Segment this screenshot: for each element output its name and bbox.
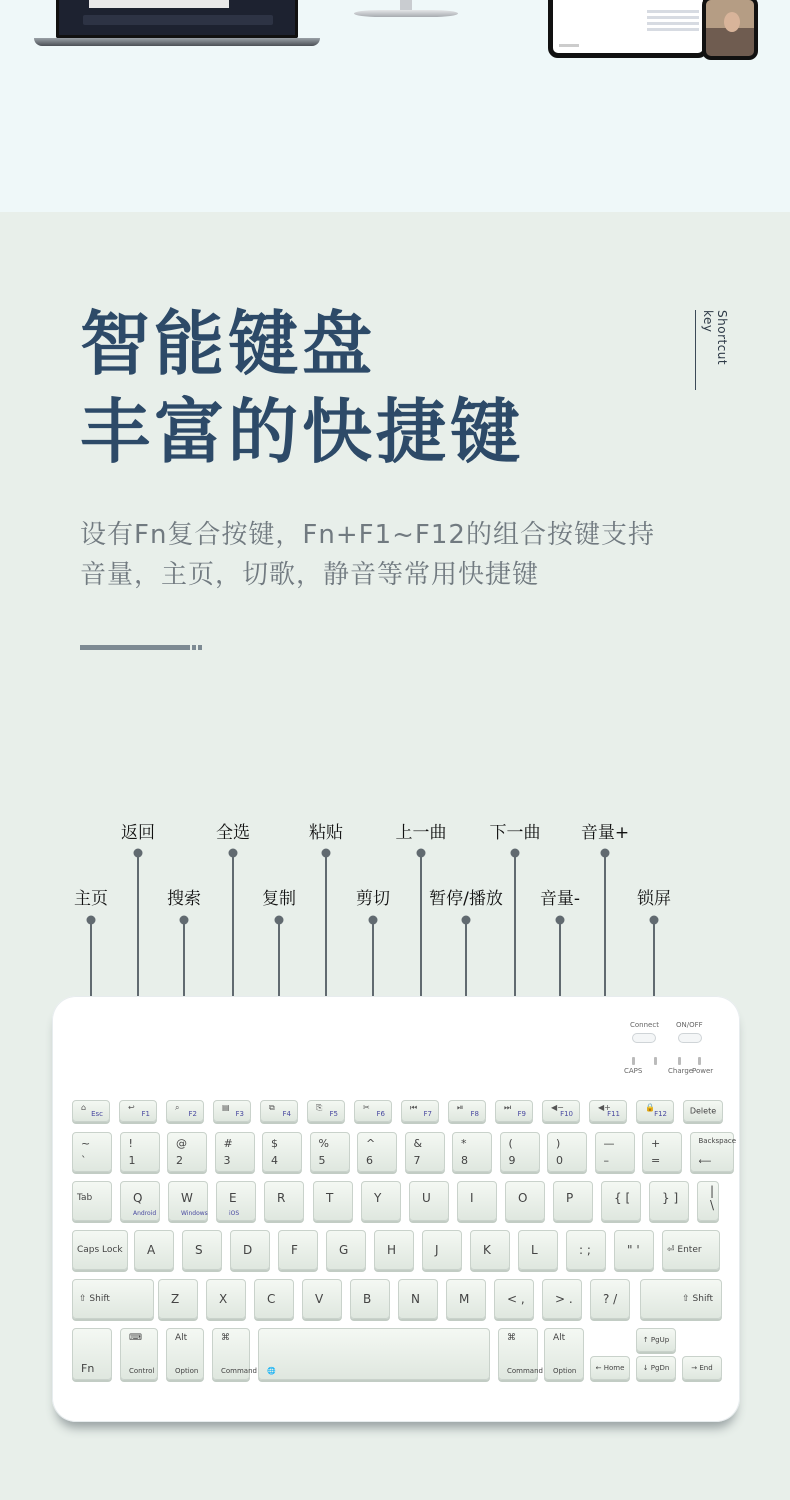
number-key[interactable]: [262, 1132, 302, 1172]
key-top-label: @: [176, 1137, 187, 1150]
letter-key[interactable]: [422, 1230, 462, 1270]
key-label: R: [277, 1191, 286, 1205]
callout-label: 粘贴: [309, 823, 343, 843]
function-key[interactable]: [495, 1100, 533, 1122]
key-bottom-label: 1: [128, 1154, 136, 1167]
function-key[interactable]: [636, 1100, 674, 1122]
letter-key[interactable]: [662, 1230, 720, 1270]
function-key-label: F6: [376, 1110, 385, 1118]
arrow-down-key[interactable]: [636, 1356, 676, 1380]
power-led: [698, 1057, 701, 1065]
letter-key[interactable]: [470, 1230, 510, 1270]
key-bottom-label: =: [651, 1154, 661, 1167]
modifier-key[interactable]: [166, 1328, 204, 1380]
led: [654, 1057, 657, 1065]
key-label: I: [470, 1191, 474, 1205]
function-key-label: F12: [654, 1110, 667, 1118]
modifier-key[interactable]: [544, 1328, 584, 1380]
callout-label: 音量-: [539, 889, 581, 909]
key-label: X: [219, 1292, 228, 1306]
key-bottom-label: 8: [461, 1154, 468, 1167]
function-key-label: F8: [470, 1110, 479, 1118]
decorative-dot: [192, 645, 196, 650]
function-key[interactable]: [119, 1100, 157, 1122]
caps-label: CAPS: [624, 1067, 643, 1075]
arrow-right-key[interactable]: [682, 1356, 722, 1380]
letter-key[interactable]: [542, 1279, 582, 1319]
letter-key[interactable]: [553, 1181, 593, 1221]
letter-key[interactable]: [216, 1181, 256, 1221]
number-key[interactable]: [215, 1132, 255, 1172]
callout-label: 暂停/播放: [429, 889, 503, 909]
key-sublabel: Android: [133, 1210, 157, 1217]
key-label: T: [326, 1191, 334, 1205]
key-label: ⇧ Shift: [79, 1294, 110, 1304]
key-top-label: ⌘: [221, 1333, 230, 1343]
number-key[interactable]: [120, 1132, 160, 1172]
key-top-label: &: [413, 1137, 423, 1150]
function-key-icon: ✂: [363, 1103, 370, 1112]
key-label: K: [483, 1243, 491, 1257]
key-bottom-label: Option: [553, 1367, 577, 1375]
key-bottom-label: 6: [366, 1154, 373, 1167]
letter-key[interactable]: [230, 1230, 270, 1270]
key-label: Tab: [77, 1193, 93, 1203]
function-key-icon: ◀+: [598, 1103, 611, 1112]
key-label: Q: [133, 1191, 143, 1205]
function-key[interactable]: [307, 1100, 345, 1122]
key-label: Y: [374, 1191, 382, 1205]
key-top-label: Alt: [175, 1333, 188, 1343]
tablet-image: [548, 0, 708, 58]
function-key[interactable]: [542, 1100, 580, 1122]
function-key-icon: ⌕: [175, 1103, 180, 1112]
key-label: H: [387, 1243, 397, 1257]
key-top-label: Backspace: [698, 1137, 737, 1145]
key-label: W: [181, 1191, 193, 1205]
function-key-icon: ⏭: [504, 1103, 512, 1112]
callout-label: 剪切: [356, 889, 390, 909]
function-key-label: F10: [560, 1110, 573, 1118]
number-key[interactable]: [167, 1132, 207, 1172]
key-label: < ,: [507, 1292, 525, 1306]
key-label: E: [229, 1191, 237, 1205]
key-bottom-label: `: [81, 1154, 87, 1167]
number-key[interactable]: [310, 1132, 350, 1172]
function-key[interactable]: [260, 1100, 298, 1122]
key-bottom-label: –: [603, 1154, 609, 1167]
letter-key[interactable]: [640, 1279, 722, 1319]
key-top-label: —: [603, 1137, 615, 1150]
letter-key[interactable]: [518, 1230, 558, 1270]
decorative-dot: [198, 645, 202, 650]
letter-key[interactable]: [254, 1279, 294, 1319]
function-key-icon: ⏮: [410, 1103, 418, 1112]
key-label: L: [531, 1243, 538, 1257]
function-key-label: F1: [141, 1110, 150, 1118]
key-label: ? /: [603, 1292, 618, 1306]
key-bottom-label: 0: [556, 1154, 563, 1167]
function-key-label: F7: [423, 1110, 432, 1118]
function-key-icon: ⌂: [81, 1103, 87, 1112]
function-key[interactable]: [213, 1100, 251, 1122]
key-label: U: [422, 1191, 431, 1205]
key-top-label: +: [651, 1137, 661, 1150]
arrow-up-label: ↑ PgUp: [642, 1336, 670, 1344]
letter-key[interactable]: [158, 1279, 198, 1319]
key-top-label: !: [128, 1137, 133, 1150]
number-key[interactable]: [357, 1132, 397, 1172]
connect-button[interactable]: [632, 1033, 656, 1043]
key-label: : ;: [579, 1243, 591, 1257]
key-bottom-label: 9: [508, 1154, 516, 1167]
key-bottom-label: 4: [271, 1154, 278, 1167]
space-bar[interactable]: [258, 1328, 490, 1380]
key-top-label: (: [508, 1137, 513, 1150]
key-label: ⏎ Enter: [667, 1245, 702, 1255]
key-top-label: $: [271, 1137, 278, 1150]
letter-key[interactable]: [168, 1181, 208, 1221]
arrow-up-key[interactable]: [636, 1328, 676, 1352]
modifier-key[interactable]: [120, 1328, 158, 1380]
key-bottom-label: 3: [223, 1154, 231, 1167]
modifier-key[interactable]: [72, 1328, 112, 1380]
headline: [80, 300, 524, 476]
letter-key[interactable]: [697, 1181, 719, 1221]
laptop-image: [34, 0, 320, 46]
side-label: Shortcut key: [695, 310, 729, 390]
key-label: " ': [627, 1243, 640, 1257]
letter-key[interactable]: [457, 1181, 497, 1221]
function-key-icon: ↩: [128, 1103, 135, 1112]
letter-key[interactable]: [302, 1279, 342, 1319]
key-bottom-label: Option: [175, 1367, 199, 1375]
key-label: P: [566, 1191, 574, 1205]
charge-led: [678, 1057, 681, 1065]
description: [80, 515, 720, 595]
function-key-icon: ⧉: [269, 1103, 275, 1112]
key-top-label: ~: [81, 1137, 91, 1150]
key-bottom-label: Control: [129, 1367, 155, 1375]
callout-label: 返回: [121, 823, 155, 843]
letter-key[interactable]: [313, 1181, 353, 1221]
arrow-right-label: → End: [691, 1364, 713, 1372]
number-key[interactable]: [690, 1132, 737, 1172]
key-label: N: [411, 1292, 420, 1306]
onoff-label: ON/OFF: [676, 1021, 703, 1029]
connect-label: Connect: [630, 1021, 659, 1029]
callout-label: 上一曲: [395, 823, 447, 843]
arrow-left-label: ← Home: [595, 1364, 625, 1372]
letter-key[interactable]: [120, 1181, 160, 1221]
number-key[interactable]: [452, 1132, 492, 1172]
key-top-label: ): [556, 1137, 561, 1150]
headline-line1: 智能键盘: [80, 303, 376, 385]
callout-label: 下一曲: [489, 823, 541, 843]
key-label: { [: [614, 1191, 631, 1205]
modifier-key[interactable]: [212, 1328, 257, 1380]
key-label: | \: [710, 1184, 715, 1212]
number-key[interactable]: [500, 1132, 540, 1172]
arrow-down-label: ↓ PgDn: [642, 1364, 670, 1372]
key-top-label: *: [461, 1137, 467, 1150]
key-label: J: [435, 1243, 439, 1257]
callout-label: 全选: [216, 823, 250, 843]
key-label: D: [243, 1243, 253, 1257]
function-key[interactable]: [72, 1100, 110, 1122]
monitor-stand-image: [354, 0, 458, 18]
function-key[interactable]: [401, 1100, 439, 1122]
key-bottom-label: 🌐: [267, 1367, 276, 1375]
key-label: } ]: [662, 1191, 679, 1205]
letter-key[interactable]: [649, 1181, 689, 1221]
arrow-left-key[interactable]: [590, 1356, 630, 1380]
function-key-label: F4: [282, 1110, 291, 1118]
description-line2: 音量，主页，切歌，静音等常用快捷键: [80, 560, 540, 590]
callout-label: 搜索: [167, 889, 201, 909]
key-label: > .: [555, 1292, 573, 1306]
callout-label: 锁屏: [637, 889, 671, 909]
device-banner: [0, 0, 790, 212]
modifier-key[interactable]: [498, 1328, 543, 1380]
letter-key[interactable]: [72, 1181, 112, 1221]
number-key[interactable]: [405, 1132, 445, 1172]
key-label: G: [339, 1243, 349, 1257]
function-key-label: F2: [188, 1110, 197, 1118]
key-top-label: ⌘: [507, 1333, 516, 1343]
function-key[interactable]: [166, 1100, 204, 1122]
key-top-label: Alt: [553, 1333, 566, 1343]
key-bottom-label: 5: [318, 1154, 326, 1167]
function-key[interactable]: [354, 1100, 392, 1122]
function-key-icon: ⎘: [316, 1103, 323, 1112]
letter-key[interactable]: [134, 1230, 174, 1270]
key-sublabel: Windows: [181, 1210, 208, 1217]
letter-key[interactable]: [72, 1230, 128, 1270]
key-top-label: ⌨: [129, 1333, 142, 1343]
letter-key[interactable]: [505, 1181, 545, 1221]
letter-key[interactable]: [446, 1279, 486, 1319]
keyboard: [52, 996, 740, 1422]
letter-key[interactable]: [614, 1230, 654, 1270]
function-key-icon: ▤: [222, 1103, 230, 1112]
key-label: C: [267, 1292, 276, 1306]
key-label: B: [363, 1292, 372, 1306]
function-key[interactable]: [448, 1100, 486, 1122]
key-label: S: [195, 1243, 203, 1257]
function-key-label: F3: [235, 1110, 244, 1118]
callout-label: 主页: [74, 889, 108, 909]
key-top-label: ^: [366, 1137, 376, 1150]
letter-key[interactable]: [206, 1279, 246, 1319]
key-label: M: [459, 1292, 470, 1306]
letter-key[interactable]: [72, 1279, 154, 1319]
letter-key[interactable]: [398, 1279, 438, 1319]
number-key[interactable]: [547, 1132, 587, 1172]
letter-key[interactable]: [278, 1230, 318, 1270]
key-top-label: %: [318, 1137, 329, 1150]
key-top-label: #: [223, 1137, 233, 1150]
letter-key[interactable]: [326, 1230, 366, 1270]
letter-key[interactable]: [361, 1181, 401, 1221]
key-bottom-label: 7: [413, 1154, 421, 1167]
letter-key[interactable]: [601, 1181, 641, 1221]
function-key-label: Delete: [689, 1106, 717, 1116]
number-key[interactable]: [72, 1132, 112, 1172]
power-switch[interactable]: [678, 1033, 702, 1043]
callout-label: 复制: [262, 889, 296, 909]
key-label: Caps Lock: [77, 1245, 123, 1255]
number-key[interactable]: [642, 1132, 682, 1172]
key-label: V: [315, 1292, 324, 1306]
caps-led: [632, 1057, 635, 1065]
key-sublabel: iOS: [229, 1210, 240, 1217]
key-bottom-label: Fn: [81, 1362, 95, 1375]
function-key[interactable]: [589, 1100, 627, 1122]
function-key-icon: ⏯: [457, 1103, 464, 1112]
key-bottom-label: Command: [221, 1367, 257, 1375]
function-key-icon: ◀−: [551, 1103, 564, 1112]
letter-key[interactable]: [182, 1230, 222, 1270]
function-key-label: F11: [607, 1110, 620, 1118]
key-bottom-label: Command: [507, 1367, 543, 1375]
letter-key[interactable]: [590, 1279, 630, 1319]
power-label: Power: [692, 1067, 714, 1075]
key-bottom-label: 2: [176, 1154, 183, 1167]
function-key-icon: 🔒: [645, 1103, 655, 1112]
headline-line2: 丰富的快捷键: [80, 391, 524, 473]
letter-key[interactable]: [494, 1279, 534, 1319]
decorative-bar: [80, 645, 190, 650]
key-label: F: [291, 1243, 298, 1257]
key-label: ⇧ Shift: [682, 1294, 713, 1304]
key-bottom-label: ⟵: [698, 1157, 712, 1167]
key-label: Z: [171, 1292, 180, 1306]
description-line1: 设有Fn复合按键，Fn+F1~F12的组合按键支持: [80, 520, 655, 550]
key-label: O: [518, 1191, 528, 1205]
function-key-label: F5: [329, 1110, 338, 1118]
letter-key[interactable]: [264, 1181, 304, 1221]
function-key[interactable]: [683, 1100, 723, 1122]
charge-label: Charge: [668, 1067, 694, 1075]
function-key-label: Esc: [91, 1110, 103, 1118]
letter-key[interactable]: [409, 1181, 449, 1221]
letter-key[interactable]: [566, 1230, 606, 1270]
number-key[interactable]: [595, 1132, 635, 1172]
function-key-label: F9: [517, 1110, 526, 1118]
letter-key[interactable]: [350, 1279, 390, 1319]
key-label: A: [147, 1243, 156, 1257]
letter-key[interactable]: [374, 1230, 414, 1270]
callout-label: 音量+: [580, 823, 630, 843]
phone-image: [702, 0, 758, 60]
